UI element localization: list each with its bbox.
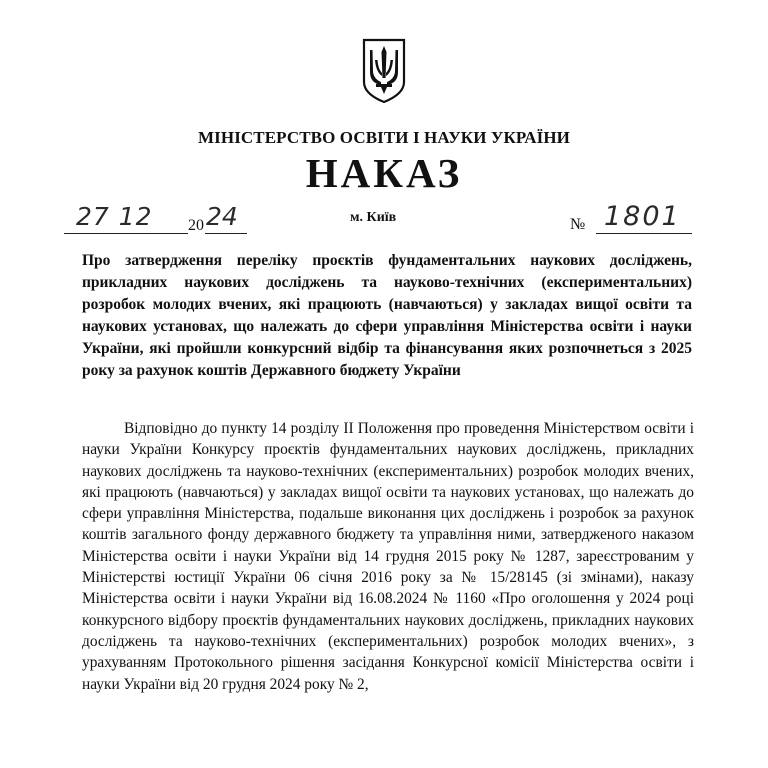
city-label: м. Київ	[350, 210, 397, 225]
number-label: №	[570, 216, 586, 233]
order-body-paragraph: Відповідно до пункту 14 розділу ІІ Положення про проведення Міністерством освіти і науки України Конкурсу проєктів фундаментальних наукових досліджень, прикладних наукових досліджень та науково-технічних (експериментальних) розробок молодих вчених, які працюють (навчаються) у закладах вищої освіти та наукових установах, що належать до сфери управління Міністерства, подальше виконання цих досліджень і розробок за рахунок коштів загального фонду державного бюджету та управління ними, затвердженого наказом Міністерства освіти і науки України від 14 грудня 2015 року № 1287, зареєстрованим у Міністерстві юстиції України 06 січня 2016 року за № 15/28145 (зі змінами), наказу Міністерства освіти і науки України від 16.08.2024 № 1160 «Про оголошення у 2024 році конкурсного відбору проєктів фундаментальних наукових досліджень, прикладних наукових досліджень та науково-технічних (експериментальних) розробок молодих вчених», з урахуванням Протокольного рішення засідання Конкурсної комісії Міністерства освіти і науки України від 20 грудня 2024 року № 2,	[82, 420, 694, 693]
year-prefix: 20	[188, 217, 204, 234]
tryzub-coat-of-arms-icon	[362, 38, 406, 104]
ministry-name: МІНІСТЕРСТВО ОСВІТИ І НАУКИ УКРАЇНИ	[198, 128, 570, 147]
document-type-title: НАКАЗ	[305, 150, 463, 196]
order-subject: Про затвердження переліку проєктів фундаментальних наукових досліджень, прикладних наукових досліджень та науково-технічних (експериментальних) розробок молодих вчених, які працюють (навчаються) у закладах вищої освіти та наукових установах, що належать до сфери управління Міністерства освіти і науки України, які пройшли конкурсний відбір та фінансування яких розпочнеться з 2025 року за рахунок коштів Державного бюджету України	[82, 252, 692, 379]
date-underline	[64, 233, 188, 234]
date-number-line	[0, 200, 768, 242]
year-underline	[205, 233, 247, 234]
handwritten-date: 27 12	[76, 202, 153, 231]
number-underline	[596, 233, 692, 234]
handwritten-year: 24	[206, 202, 238, 231]
handwritten-order-number: 1801	[604, 201, 681, 232]
